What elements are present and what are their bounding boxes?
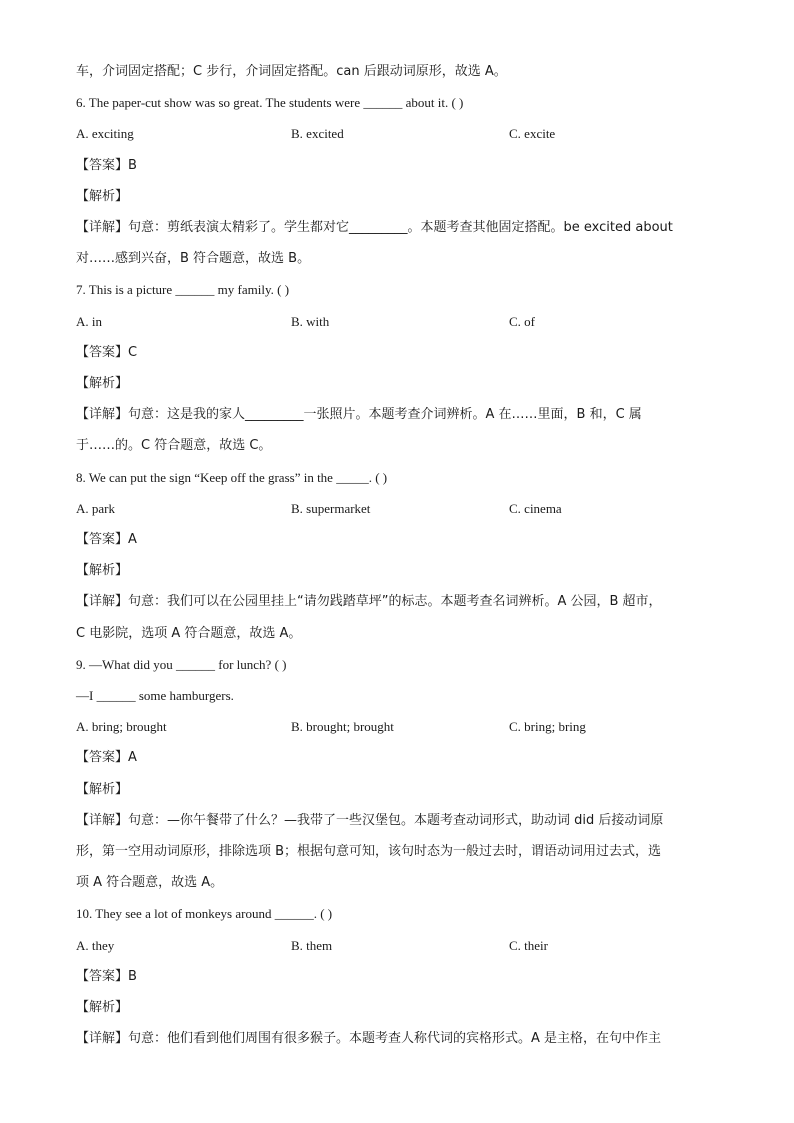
explanation-line: 【答案】A <box>76 532 137 547</box>
answer-option: C. of <box>509 314 535 329</box>
answer-option: A. in <box>76 314 102 329</box>
question-line: —I ______ some hamburgers. <box>76 688 234 703</box>
explanation-line: 项 A 符合题意，故选 A。 <box>76 875 224 890</box>
answer-option: B. supermarket <box>291 501 371 516</box>
answer-option: A. they <box>76 938 115 953</box>
question-line: 9. —What did you ______ for lunch? ( ) <box>76 657 287 672</box>
answer-option: A. bring; brought <box>76 719 167 734</box>
explanation-line: 形，第一空用动词原形，排除选项 B；根据句意可知，该句时态为一般过去时，谓语动词用过去式，选 <box>76 844 662 859</box>
question-line: 7. This is a picture ______ my family. ( ) <box>76 282 290 297</box>
explanation-line: 【解析】 <box>76 782 129 797</box>
explanation-line: C 电影院，选项 A 符合题意，故选 A。 <box>76 626 302 641</box>
answer-option: C. cinema <box>509 501 562 516</box>
explanation-line: 于……的。C 符合题意，故选 C。 <box>76 438 272 453</box>
question-line: 10. They see a lot of monkeys around ______. ( ) <box>76 906 333 921</box>
explanation-line: 【解析】 <box>76 563 129 578</box>
answer-option: A. park <box>76 501 115 516</box>
answer-option: C. excite <box>509 126 556 141</box>
question-line: 6. The paper-cut show was so great. The students were ______ about it. ( ) <box>76 95 464 110</box>
answer-option: B. them <box>291 938 333 953</box>
answer-option: B. excited <box>291 126 344 141</box>
explanation-line: 【答案】A <box>76 750 137 765</box>
explanation-line: 【详解】句意：他们看到他们周围有很多猴子。本题考查人称代词的宾格形式。A 是主格，在句中作主 <box>76 1031 662 1046</box>
explanation-line: 【解析】 <box>76 1000 129 1015</box>
answer-option: A. exciting <box>76 126 134 141</box>
explanation-line: 【详解】句意：—你午餐带了什么？—我带了一些汉堡包。本题考查动词形式，助动词 did 后接动词原 <box>76 813 664 828</box>
explanation-line: 【详解】句意：剪纸表演太精彩了。学生都对它_________。本题考查其他固定搭配。be excited about <box>76 220 673 235</box>
explanation-line: 【详解】句意：我们可以在公园里挂上“请勿践踏草坪”的标志。本题考查名词辨析。A 公园，B 超市， <box>76 594 662 609</box>
explanation-line: 【答案】B <box>76 158 137 173</box>
answer-option: B. with <box>291 314 330 329</box>
answer-option: C. bring; bring <box>509 719 586 734</box>
explanation-line: 对……感到兴奋，B 符合题意，故选 B。 <box>76 251 311 266</box>
explanation-line: 【解析】 <box>76 189 129 204</box>
answer-option: B. brought; brought <box>291 719 394 734</box>
explanation-line: 车，介词固定搭配；C 步行，介词固定搭配。can 后跟动词原形，故选 A。 <box>76 64 507 79</box>
question-line: 8. We can put the sign “Keep off the grass” in the _____. ( ) <box>76 470 388 485</box>
explanation-line: 【答案】B <box>76 969 137 984</box>
explanation-line: 【解析】 <box>76 376 129 391</box>
explanation-line: 【详解】句意：这是我的家人_________一张照片。本题考查介词辨析。A 在……里面，B 和，C 属 <box>76 407 642 422</box>
explanation-line: 【答案】C <box>76 345 138 360</box>
answer-option: C. their <box>509 938 548 953</box>
